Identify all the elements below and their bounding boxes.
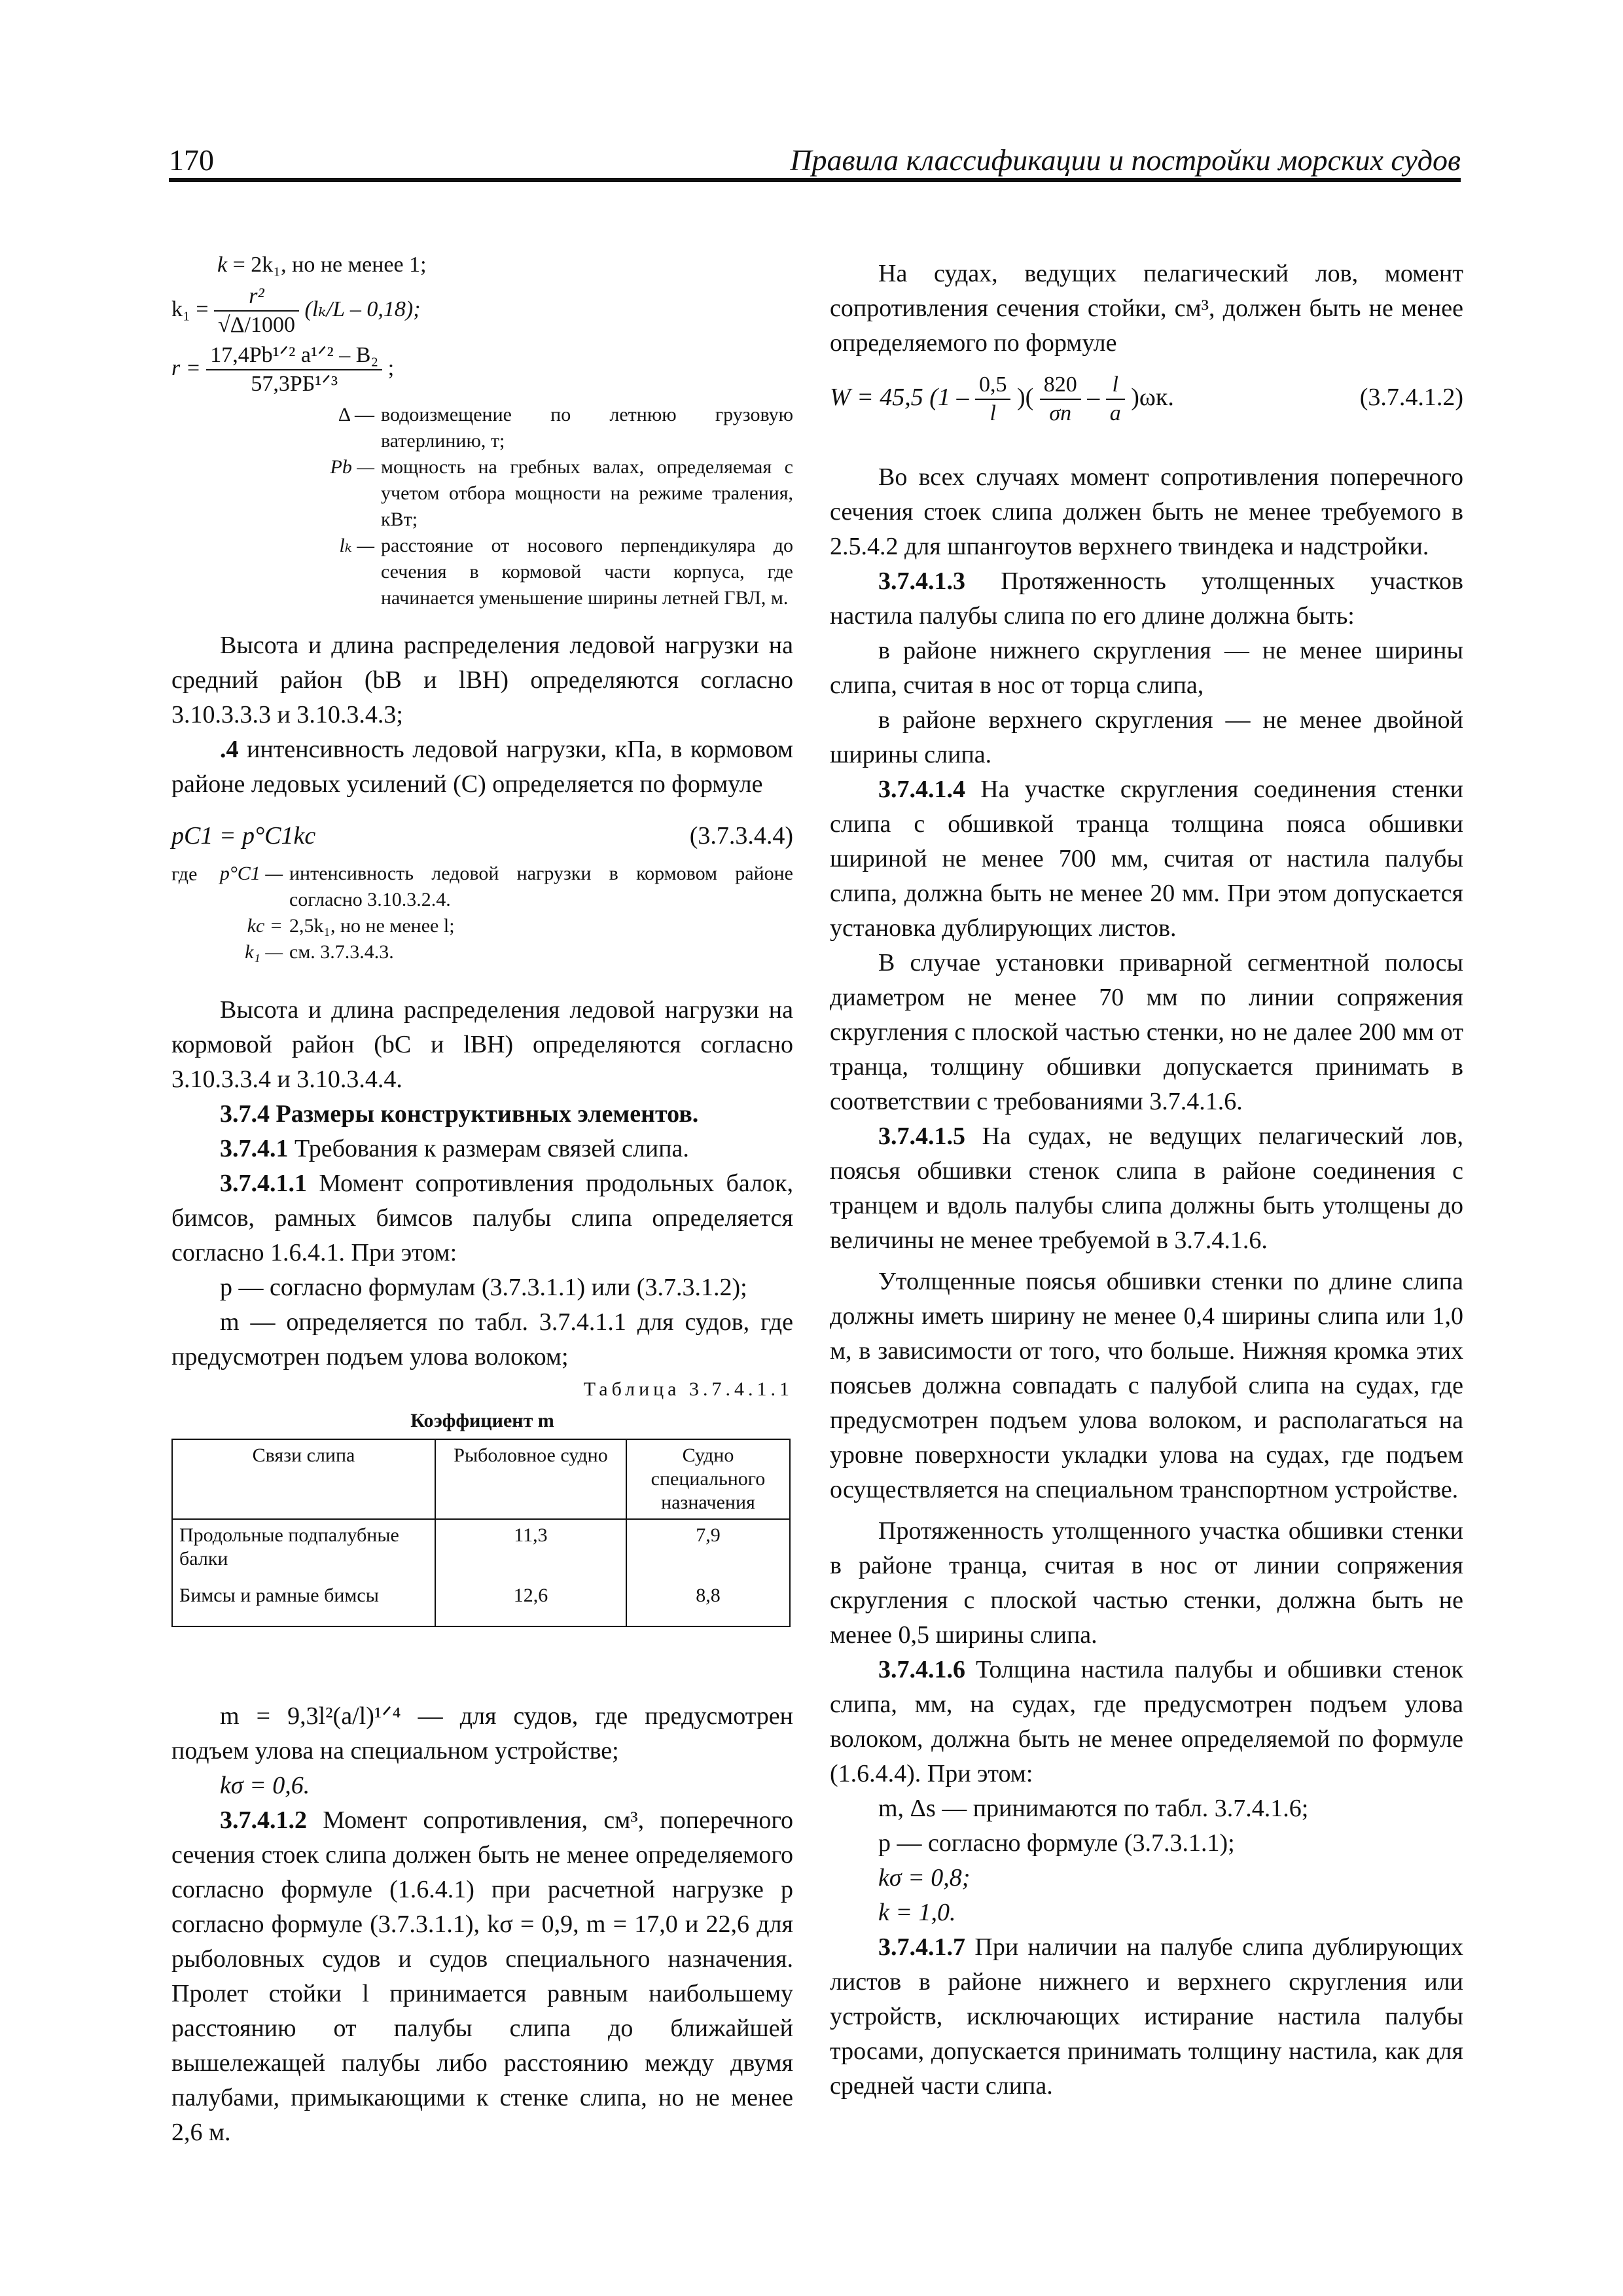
paragraph: Во всех случаях момент сопротивления поперечного сечения стоек слипа должен быть не менее требуемого в 2.5.4.2 для шпангоутов верхнего твиндека и надстройки. — [830, 463, 1463, 560]
table-row — [172, 1519, 790, 1580]
table-header-cell: Связи слипа — [172, 1439, 435, 1519]
paragraph: 3.7.4.1.7 При наличии на палубе слипа дублирующих листов в районе нижнего и верхнего скругления или устройств, исключающих истирание настила палубы тросами, допускается принимать толщину настила, как для средней части слипа. — [830, 1933, 1463, 2100]
definition-item: k₁ — см. 3.7.3.4.3. — [245, 941, 394, 963]
paragraph: kσ = 0,6. — [220, 1772, 310, 1799]
table-cell: Бимсы и рамные бимсы — [172, 1580, 435, 1626]
right-column — [830, 196, 1463, 2104]
definitions-1 — [171, 402, 793, 611]
formula-k1: k₁ = $\frac{\text{r²}}{√\Delta/1000}$ (lₖ/L – 0,18); — [171, 284, 421, 337]
table-cell: 8,8 — [626, 1580, 790, 1626]
paragraph: m, Δs — принимаются по табл. 3.7.4.1.6; — [878, 1795, 1309, 1822]
paragraph: 3.7.4.1.4 На участке скругления соединения стенки слипа с обшивкой транца толщина пояса обшивки шириной не менее 700 мм, считая от настила палубы слипа, должна быть не менее 20 мм. При этом допускается установка дублирующих листов. — [830, 776, 1463, 942]
left-column — [171, 196, 793, 2150]
table-row — [172, 1580, 790, 1626]
paragraph: 3.7.4.1.3 Протяженность утолщенных участков настила палубы слипа по его длине должна быть: — [830, 567, 1463, 630]
paragraph: Высота и длина распределения ледовой нагрузки на кормовой район (bC и lВН) определяются согласно 3.10.3.3.4 и 3.10.3.4.4. — [171, 996, 793, 1093]
table-header-row — [172, 1439, 790, 1519]
paragraph: в районе верхнего скругления — не менее двойной ширины слипа. — [830, 706, 1463, 768]
paragraph: kσ = 0,8; — [878, 1864, 971, 1892]
table-header-cell: Судно специального назначения — [626, 1439, 790, 1519]
section-heading: 3.7.4 Размеры конструктивных элементов. — [220, 1100, 699, 1128]
paragraph: 3.7.4.1.2 Момент сопротивления, см³, поперечного сечения стоек слипа должен быть не менее определяемого согласно формуле (1.6.4.1) при расчетной нагрузке p согласно формуле (3.7.3.1.1), kσ = 0,9, m = 17,0 и 22,6 для рыболовных судов и судов специального назначения. Пролет стойки l принимается равным наибольшему расстоянию от палубы слипа до ближайшей вышележащей палубы либо расстоянию между двумя палубами, примыкающими к стенке слипа, но не менее 2,6 м. — [171, 1806, 793, 2146]
definition-item: Δ — водоизмещение по летнюю грузовую ватерлинию, т; — [338, 404, 793, 452]
paragraph: p — согласно формулам (3.7.3.1.1) или (3.7.3.1.2); — [220, 1274, 747, 1301]
paragraph: в районе нижнего скругления — не менее ширины слипа, считая в нос от торца слипа, — [830, 637, 1463, 699]
paragraph: 3.7.4.1.1 Момент сопротивления продольных балок, бимсов, рамных бимсов палубы слипа определяется согласно 1.6.4.1. При этом: — [171, 1170, 793, 1266]
paragraph: Утолщенные поясья обшивки стенки по длине слипа должны иметь ширину не менее 0,4 ширины слипа или 1,0 м, в зависимости от того, что больше. Нижняя кромка этих поясьев должна совпадать с палубой слипа на судах, где предусмотрен подъем улова волоком, и располагаться на уровне поверхности укладки улова на судах, где подъем осуществляется на специальном транспортном устройстве. — [830, 1268, 1463, 1503]
definition-item: Pb — мощность на гребных валах, определяемая с учетом отбора мощности на режиме траления, кВт; — [330, 456, 793, 530]
definition-item: lₖ — расстояние от носового перпендикуляра до сечения в кормовой части корпуса, где начинается уменьшение ширины летней ГВЛ, м. — [339, 535, 793, 609]
table-cell: 12,6 — [435, 1580, 626, 1626]
header-rule — [169, 178, 1461, 182]
table-caption: Таблица 3.7.4.1.1 — [583, 1378, 793, 1400]
table-cell: 11,3 — [435, 1519, 626, 1580]
table-cell: Продольные подпалубные балки — [172, 1519, 435, 1580]
paragraph: p — согласно формуле (3.7.3.1.1); — [878, 1829, 1235, 1857]
table-header-cell: Рыболовное судно — [435, 1439, 626, 1519]
paragraph: 3.7.4.1 Требования к размерам связей слипа. — [220, 1135, 689, 1162]
paragraph: k = 1,0. — [878, 1899, 956, 1926]
paragraph: В случае установки приварной сегментной полосы диаметром не менее 70 мм по линии сопряжения скругления с плоской частью стенки, но не далее 200 мм от транца, толщину обшивки допускается принимать в соответствии с требованиями 3.7.4.1.6. — [830, 949, 1463, 1115]
paragraph: .4 интенсивность ледовой нагрузки, кПа, в кормовом районе ледовых усилений (С) определяется по формуле — [171, 736, 793, 798]
table-cell: 7,9 — [626, 1519, 790, 1580]
definitions-2: где p°C1 — интенсивность ледовой нагрузки в кормовом районе согласно 3.10.3.2.4. kc = 2,5k₁, но не менее l; k₁ — см. 3.7.3.4.3. — [171, 861, 793, 965]
table-title: Коэффициент m — [410, 1410, 554, 1431]
definition-item: p°C1 — интенсивность ледовой нагрузки в кормовом районе согласно 3.10.3.2.4. — [219, 863, 793, 910]
definition-item: kc = 2,5k₁, но не менее l; — [247, 915, 455, 937]
equation-3-7-3-4-4: pC1 = p°C1kc (3.7.3.4.4) — [171, 822, 793, 850]
running-title: Правила классификации и постройки морских судов — [790, 143, 1461, 177]
formula-r: r = $\frac{\text{17,4Pb¹ᐟ² a¹ᐟ² – B₂}}{\text{57,3PБ¹ᐟ³}}$ ; — [171, 343, 395, 396]
paragraph: Высота и длина распределения ледовой нагрузки на средний район (bВ и lВН) определяются согласно 3.10.3.3.3 и 3.10.3.4.3; — [171, 632, 793, 728]
paragraph: На судах, ведущих пелагический лов, момент сопротивления сечения стойки, см³, должен быть не менее определяемого по формуле — [830, 260, 1463, 357]
coefficient-table — [171, 1439, 791, 1627]
paragraph: 3.7.4.1.6 Толщина настила палубы и обшивки стенок слипа, мм, на судах, где предусмотрен подъем улова волоком, должна быть не менее определяемой по формуле (1.6.4.4). При этом: — [830, 1656, 1463, 1787]
paragraph: Протяженность утолщенного участка обшивки стенки в районе транца, считая в нос от линии сопряжения скругления с плоской частью стенки, должна быть не менее 0,5 ширины слипа. — [830, 1517, 1463, 1649]
formula-kb: k = 2k₁, но не менее 1; — [217, 253, 427, 277]
paragraph: m = 9,3l²(a/l)¹ᐟ⁴ — для судов, где предусмотрен подъем улова на специальном устройстве; — [171, 1702, 793, 1765]
paragraph: 3.7.4.1.5 На судах, не ведущих пелагический лов, поясья обшивки стенок слипа в районе соединения с транцем и вдоль палубы слипа должны быть утолщены до величины не менее требуемой в 3.7.4.1.6. — [830, 1122, 1463, 1254]
paragraph: m — определяется по табл. 3.7.4.1.1 для судов, где предусмотрен подъем улова волоком; — [171, 1308, 793, 1371]
page-number: 170 — [169, 143, 214, 177]
equation-3-7-4-1-2: W = 45,5 (1 – $\frac{0,5}{l}$ )( $\frac{820}{\sigma n}$ – $\frac{l}{a}$ )ωк. (3.7.4.1.2) — [830, 372, 1463, 426]
